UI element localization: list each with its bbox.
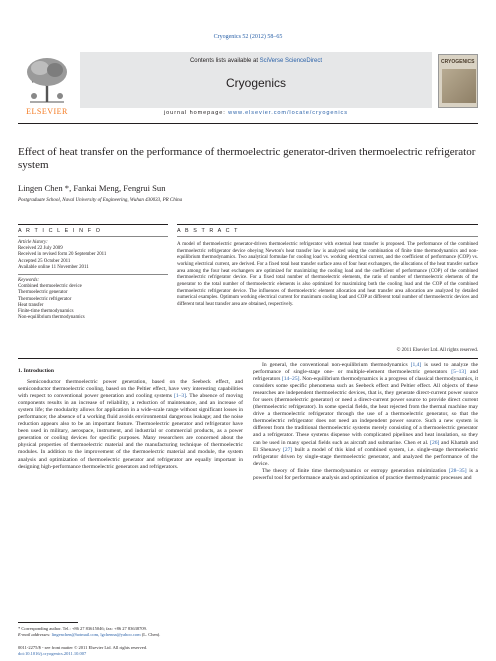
issn-line: 0011-2275/$ - see front matter © 2011 Elsevier Ltd. All rights reserved.: [18, 645, 148, 650]
copyright-line: © 2011 Elsevier Ltd. All rights reserved.: [396, 348, 478, 353]
paragraph-text: . Non-equilibrium thermodynamics is a progress of classical thermodynamics, it considers some specific phenomena such as Seebeck effect and Peltier effect. All objects of these researches are independent thermoelectric devices, that is, they generate direct-current power source for users (thermoelectric generator) or need a direct-current power source to provide direct current (thermoelectric refrigerator). In some special fields, the heat rejected from the thermal machine may drive a thermoelectric refrigerator through the use of a thermoelectric generator, so that the thermoelectric refrigerator does not need an independent power source. Such a new system is different from the traditional thermoelectric systems merely consisting of a thermoelectric generator and a refrigerator. These systems dispense with complicated pipelines and heat insulation, so they can be used in many special fields such as aircraft and submarine. Chen et al.: [253, 376, 478, 446]
elsevier-tree-icon: [18, 52, 76, 106]
abstract-divider-top: [177, 224, 478, 225]
homepage-prefix: journal homepage:: [164, 110, 229, 116]
paragraph-text: is used to analyze the performance of single-stage one- or multiple-element thermoelectric generators: [253, 362, 478, 376]
history-item: Accepted 25 October 2011: [18, 258, 71, 264]
contents-line: [80, 58, 432, 64]
abstract-heading: A B S T R A C T: [177, 228, 240, 234]
keyword-item: Thermoelectric refrigerator: [18, 296, 72, 302]
paragraph: [18, 379, 243, 471]
email-line: [18, 632, 248, 638]
journal-header-box: [80, 52, 432, 118]
history-item: Received 22 July 2009: [18, 246, 63, 252]
citation-link[interactable]: [1,4]: [410, 362, 422, 368]
citation-link[interactable]: [5–13]: [451, 369, 467, 376]
homepage-line: [80, 110, 432, 116]
publisher-name: ELSEVIER: [26, 107, 68, 116]
journal-cover-thumbnail: [438, 54, 478, 108]
article-identifiers: [18, 645, 318, 657]
citation-link[interactable]: [27]: [282, 446, 293, 453]
publisher-logo: [18, 52, 76, 118]
history-item: Received in revised form 20 September 2011: [18, 252, 107, 258]
paragraph-text: is a powerful tool for performance analysis and optimization of practice thermodynamic processes and: [253, 467, 479, 481]
article-info-heading: A R T I C L E I N F O: [18, 228, 102, 234]
body-column-right: [253, 362, 478, 482]
paragraph: [253, 468, 478, 482]
keywords-block: [18, 278, 168, 321]
history-item: Available online 11 November 2011: [18, 264, 89, 270]
keyword-item: Thermoelectric generator: [18, 290, 68, 296]
body-column-left: [18, 379, 243, 471]
author-list: Lingen Chen *, Fankai Meng, Fengrui Sun: [18, 183, 166, 193]
sciencedirect-link[interactable]: SciVerse ScienceDirect: [259, 58, 323, 64]
paragraph-text: Semiconductor thermoelectric power generation, based on the Seebeck effect, and semiconductor thermoelectric cooling, based on the Peltier effect, have very interesting capabilities with respect to conventional power generation and cooling systems: [18, 379, 243, 400]
doi-link[interactable]: doi:10.1016/j.cryogenics.2011.10.007: [18, 651, 87, 656]
journal-citation: Cryogenics 52 (2012) 58–65: [213, 34, 283, 40]
info-divider-top: [18, 224, 168, 225]
keyword-item: Non-equilibrium thermodynamics: [18, 315, 85, 321]
keywords-label: Keywords:: [18, 278, 40, 283]
citation-link[interactable]: [1–3]: [173, 393, 186, 400]
author-affiliation: Postgraduate School, Naval University of Engineering, Wuhan 430033, PR China: [18, 198, 183, 203]
paragraph: [253, 362, 478, 468]
paragraph-text: The theory of finite time thermodynamics or entropy generation minimization: [262, 467, 449, 474]
abstract-text: A model of thermoelectric generator-driven thermoelectric refrigerator with external heat transfer is proposed. The performance of the combined thermoelectric refrigerator device obeying Newton's heat transfer law is analyzed using the combination of finite time thermodynamics and non-equilibrium thermodynamics. Two analytical formulae for cooling load vs. working electrical current, and the coefficient of performance (COP) vs. working electrical current, are derived. For a fixed total heat transfer surface area of four heat exchangers, the allocations of the heat transfer surface area among the four heat exchangers are optimized for maximizing the cooling load and the coefficient of performance (COP) of the combined thermoelectric refrigerator device. For a fixed total number of thermoelectric elements, the ratio of number of thermoelectric elements of the generator to the total number of thermoelectric elements is also optimized for maximizing both the cooling load and the COP of the combined thermoelectric refrigerator device. The influences of thermoelectric element allocation and heat transfer area allocation are analyzed by detailed numerical examples. Optimum working electrical current for maximum cooling load and COP at different total number of thermoelectric devices and different total heat transfer area are obtained, respectively.: [177, 242, 478, 307]
paragraph-text: In general, the conventional non-equilibrium thermodynamics: [262, 362, 411, 368]
cover-title: CRYOGENICS: [441, 59, 475, 65]
homepage-link[interactable]: www.elsevier.com/locate/cryogenics: [228, 110, 348, 116]
paragraph-text: . The absence of moving components results in an increase of reliability, a reduction of maintenance, and an increase of system life; the modularity allows for application in a wide-scale range without significant losses in performance; the absence of a working fluid avoids environmental dangerous leakage; and the noise reduction appears also to be an important feature. Thermoelectric generator and refrigerator have been used in military, aerospace, instrument, and industrial or commercial products, as a power generation or cooling devices for specific purposes. Many researchers are concerned about the physical properties of thermoelectric material and the manufacturing technique of thermoelectric modules. In addition to the improvement of the thermoelectric material and module, the system analysis and optimization of thermoelectric generator and refrigerator are equally important in designing high-performance thermoelectric generators and refrigerators.: [18, 393, 243, 470]
email-links[interactable]: lingenchen@hotmail.com, lgchenna@yahoo.com: [51, 631, 141, 637]
citation-link[interactable]: [14–25]: [281, 376, 300, 383]
corresponding-author-note: * Corresponding author. Tel.: +86 27 83615046; fax: +86 27 83638709.: [18, 626, 148, 631]
keyword-item: Heat transfer: [18, 302, 44, 308]
keyword-item: Finite-time thermodynamics: [18, 309, 74, 315]
email-suffix: (L. Chen).: [140, 631, 161, 637]
journal-title: Cryogenics: [225, 76, 287, 90]
article-title: Effect of heat transfer on the performance of thermoelectric generator-driven thermoelectric refrigerator system: [18, 146, 476, 171]
abstract-divider-bottom: [18, 358, 478, 359]
journal-banner: [18, 52, 478, 118]
paragraph-text: and refrigerators: [253, 369, 478, 383]
footnote: [18, 626, 248, 637]
paragraph-text: and Khattab and El Shenawy: [253, 439, 478, 453]
email-label: E-mail addresses:: [18, 631, 52, 637]
cover-image: [442, 69, 476, 103]
banner-divider: [18, 123, 478, 124]
history-label: Article history:: [18, 240, 48, 245]
citation-link[interactable]: [26]: [430, 439, 440, 446]
citation-link[interactable]: [28–35]: [448, 467, 467, 474]
keyword-item: Combined thermoelectric device: [18, 284, 82, 290]
paragraph-text: built a model of this kind of combined system, i.e. single-stage thermoelectric refrigerator driven by single-stage thermoelectric generator, and analyzed the performance of the device.: [253, 446, 478, 467]
contents-prefix: Contents lists available at: [189, 58, 260, 64]
article-history: [18, 240, 168, 271]
section-heading-introduction: 1. Introduction: [18, 368, 54, 374]
